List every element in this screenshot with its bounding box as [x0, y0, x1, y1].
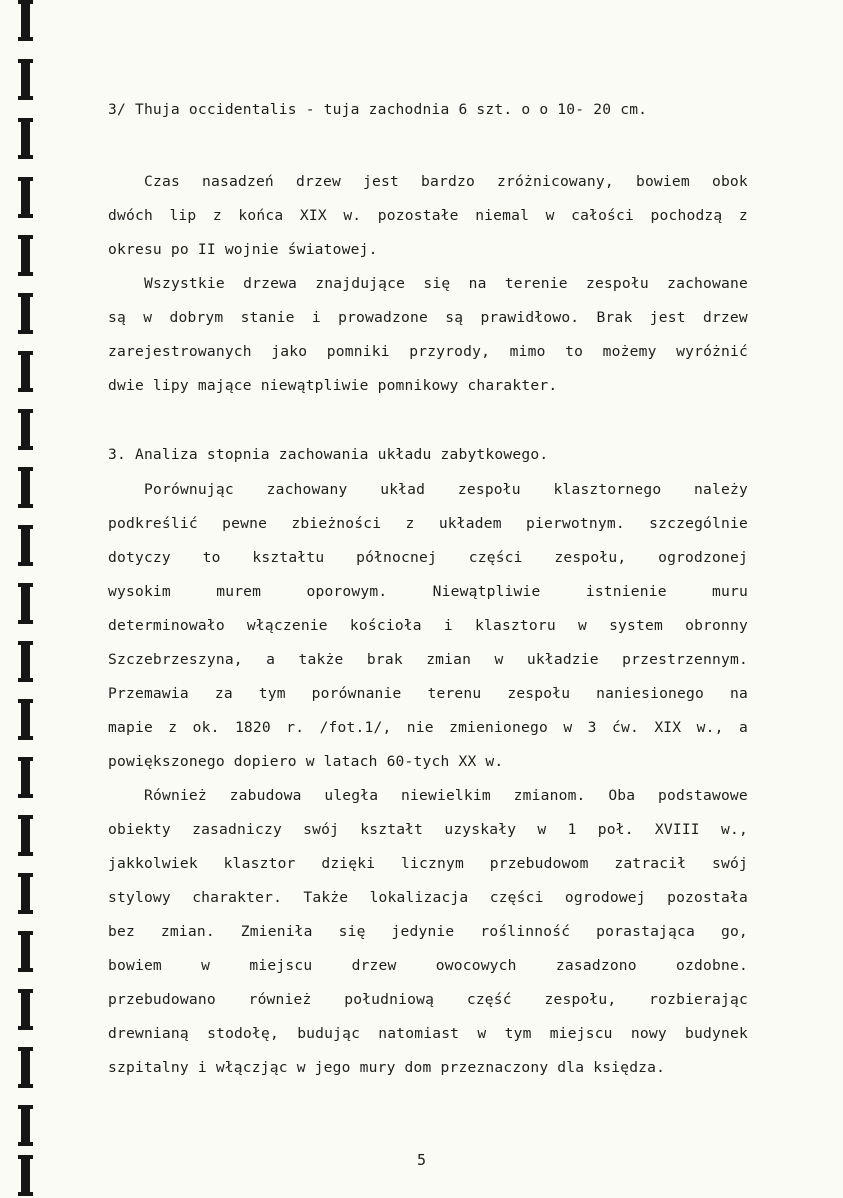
- paragraph-line: stylowy charakter. Także lokalizacja części ogrodowej pozostała: [108, 889, 748, 906]
- binding-hole-icon: [21, 467, 30, 508]
- paragraph-line: Również zabudowa uległa niewielkim zmianom. Oba podstawowe: [144, 787, 748, 804]
- binding-hole-icon: [21, 699, 30, 740]
- paragraph-line: bez zmian. Zmieniła się jedynie roślinność porastająca go,: [108, 923, 748, 940]
- paragraph-line: wysokim murem oporowym. Niewątpliwie istnienie muru: [108, 583, 748, 600]
- paragraph-line: są w dobrym stanie i prowadzone są prawidłowo. Brak jest drzew: [108, 309, 748, 326]
- paragraph-line: Szczebrzeszyna, a także brak zmian w układzie przestrzennym.: [108, 651, 748, 668]
- binding-hole-icon: [21, 0, 30, 41]
- binding-hole-icon: [21, 583, 30, 624]
- paragraph-line: dwie lipy mające niewątpliwie pomnikowy charakter.: [108, 377, 558, 394]
- paragraph-line: Czas nasadzeń drzew jest bardzo zróżnicowany, bowiem obok: [144, 173, 748, 190]
- paragraph-line: drewnianą stodołę, budując natomiast w tym miejscu nowy budynek: [108, 1025, 748, 1042]
- paragraph-line: Wszystkie drzewa znajdujące się na terenie zespołu zachowane: [144, 275, 748, 292]
- binding-hole-icon: [21, 1105, 30, 1146]
- binding-hole-icon: [21, 931, 30, 972]
- paragraph-line: obiekty zasadniczy swój kształt uzyskały w 1 poł. XVIII w.,: [108, 821, 748, 838]
- paragraph-line: okresu po II wojnie światowej.: [108, 241, 378, 258]
- paragraph-line: przebudowano również południową część zespołu, rozbierając: [108, 991, 748, 1008]
- paragraph-line: dotyczy to kształtu północnej części zespołu, ogrodzonej: [108, 549, 748, 566]
- paragraph-line: jakkolwiek klasztor dzięki licznym przebudowom zatracił swój: [108, 855, 748, 872]
- paragraph-line: dwóch lip z końca XIX w. pozostałe niemal w całości pochodzą z: [108, 207, 748, 224]
- paragraph-line: Przemawia za tym porównanie terenu zespołu naniesionego na: [108, 685, 748, 702]
- paragraph-line: Porównując zachowany układ zespołu klasztornego należy: [144, 481, 748, 498]
- binding-hole-icon: [21, 351, 30, 392]
- binding-hole-icon: [21, 293, 30, 334]
- binding-hole-icon: [21, 873, 30, 914]
- binding-hole-icon: [21, 525, 30, 566]
- paragraph-line: powiększonego dopiero w latach 60-tych XX w.: [108, 753, 504, 770]
- paragraph-line: szpitalny i włączjąc w jego mury dom przeznaczony dla księdza.: [108, 1059, 666, 1076]
- paragraph-line: bowiem w miejscu drzew owocowych zasadzono ozdobne.: [108, 957, 748, 974]
- paragraph-line: zarejestrowanych jako pomniki przyrody, mimo to możemy wyróżnić: [108, 343, 748, 360]
- binding-hole-icon: [21, 235, 30, 276]
- spiral-binding-holes: [0, 0, 40, 1198]
- binding-hole-icon: [21, 177, 30, 218]
- paragraph-line: podkreślić pewne zbieżności z układem pierwotnym. szczególnie: [108, 515, 748, 532]
- paragraph-line: mapie z ok. 1820 r. /fot.1/, nie zmienionego w 3 ćw. XIX w., a: [108, 719, 748, 736]
- binding-hole-icon: [21, 989, 30, 1030]
- binding-hole-icon: [21, 1047, 30, 1088]
- paragraph-line: determinowało włączenie kościoła i klasztoru w system obronny: [108, 617, 748, 634]
- list-item-thuja: 3/ Thuja occidentalis - tuja zachodnia 6 szt. o o 10- 20 cm.: [108, 101, 648, 118]
- binding-hole-icon: [21, 409, 30, 450]
- section-heading: 3. Analiza stopnia zachowania układu zabytkowego.: [108, 446, 549, 463]
- binding-hole-icon: [21, 815, 30, 856]
- binding-hole-icon: [21, 59, 30, 100]
- binding-hole-icon: [21, 118, 30, 159]
- binding-hole-icon: [21, 757, 30, 798]
- page-number: 5: [416, 1151, 427, 1169]
- binding-hole-icon: [21, 641, 30, 682]
